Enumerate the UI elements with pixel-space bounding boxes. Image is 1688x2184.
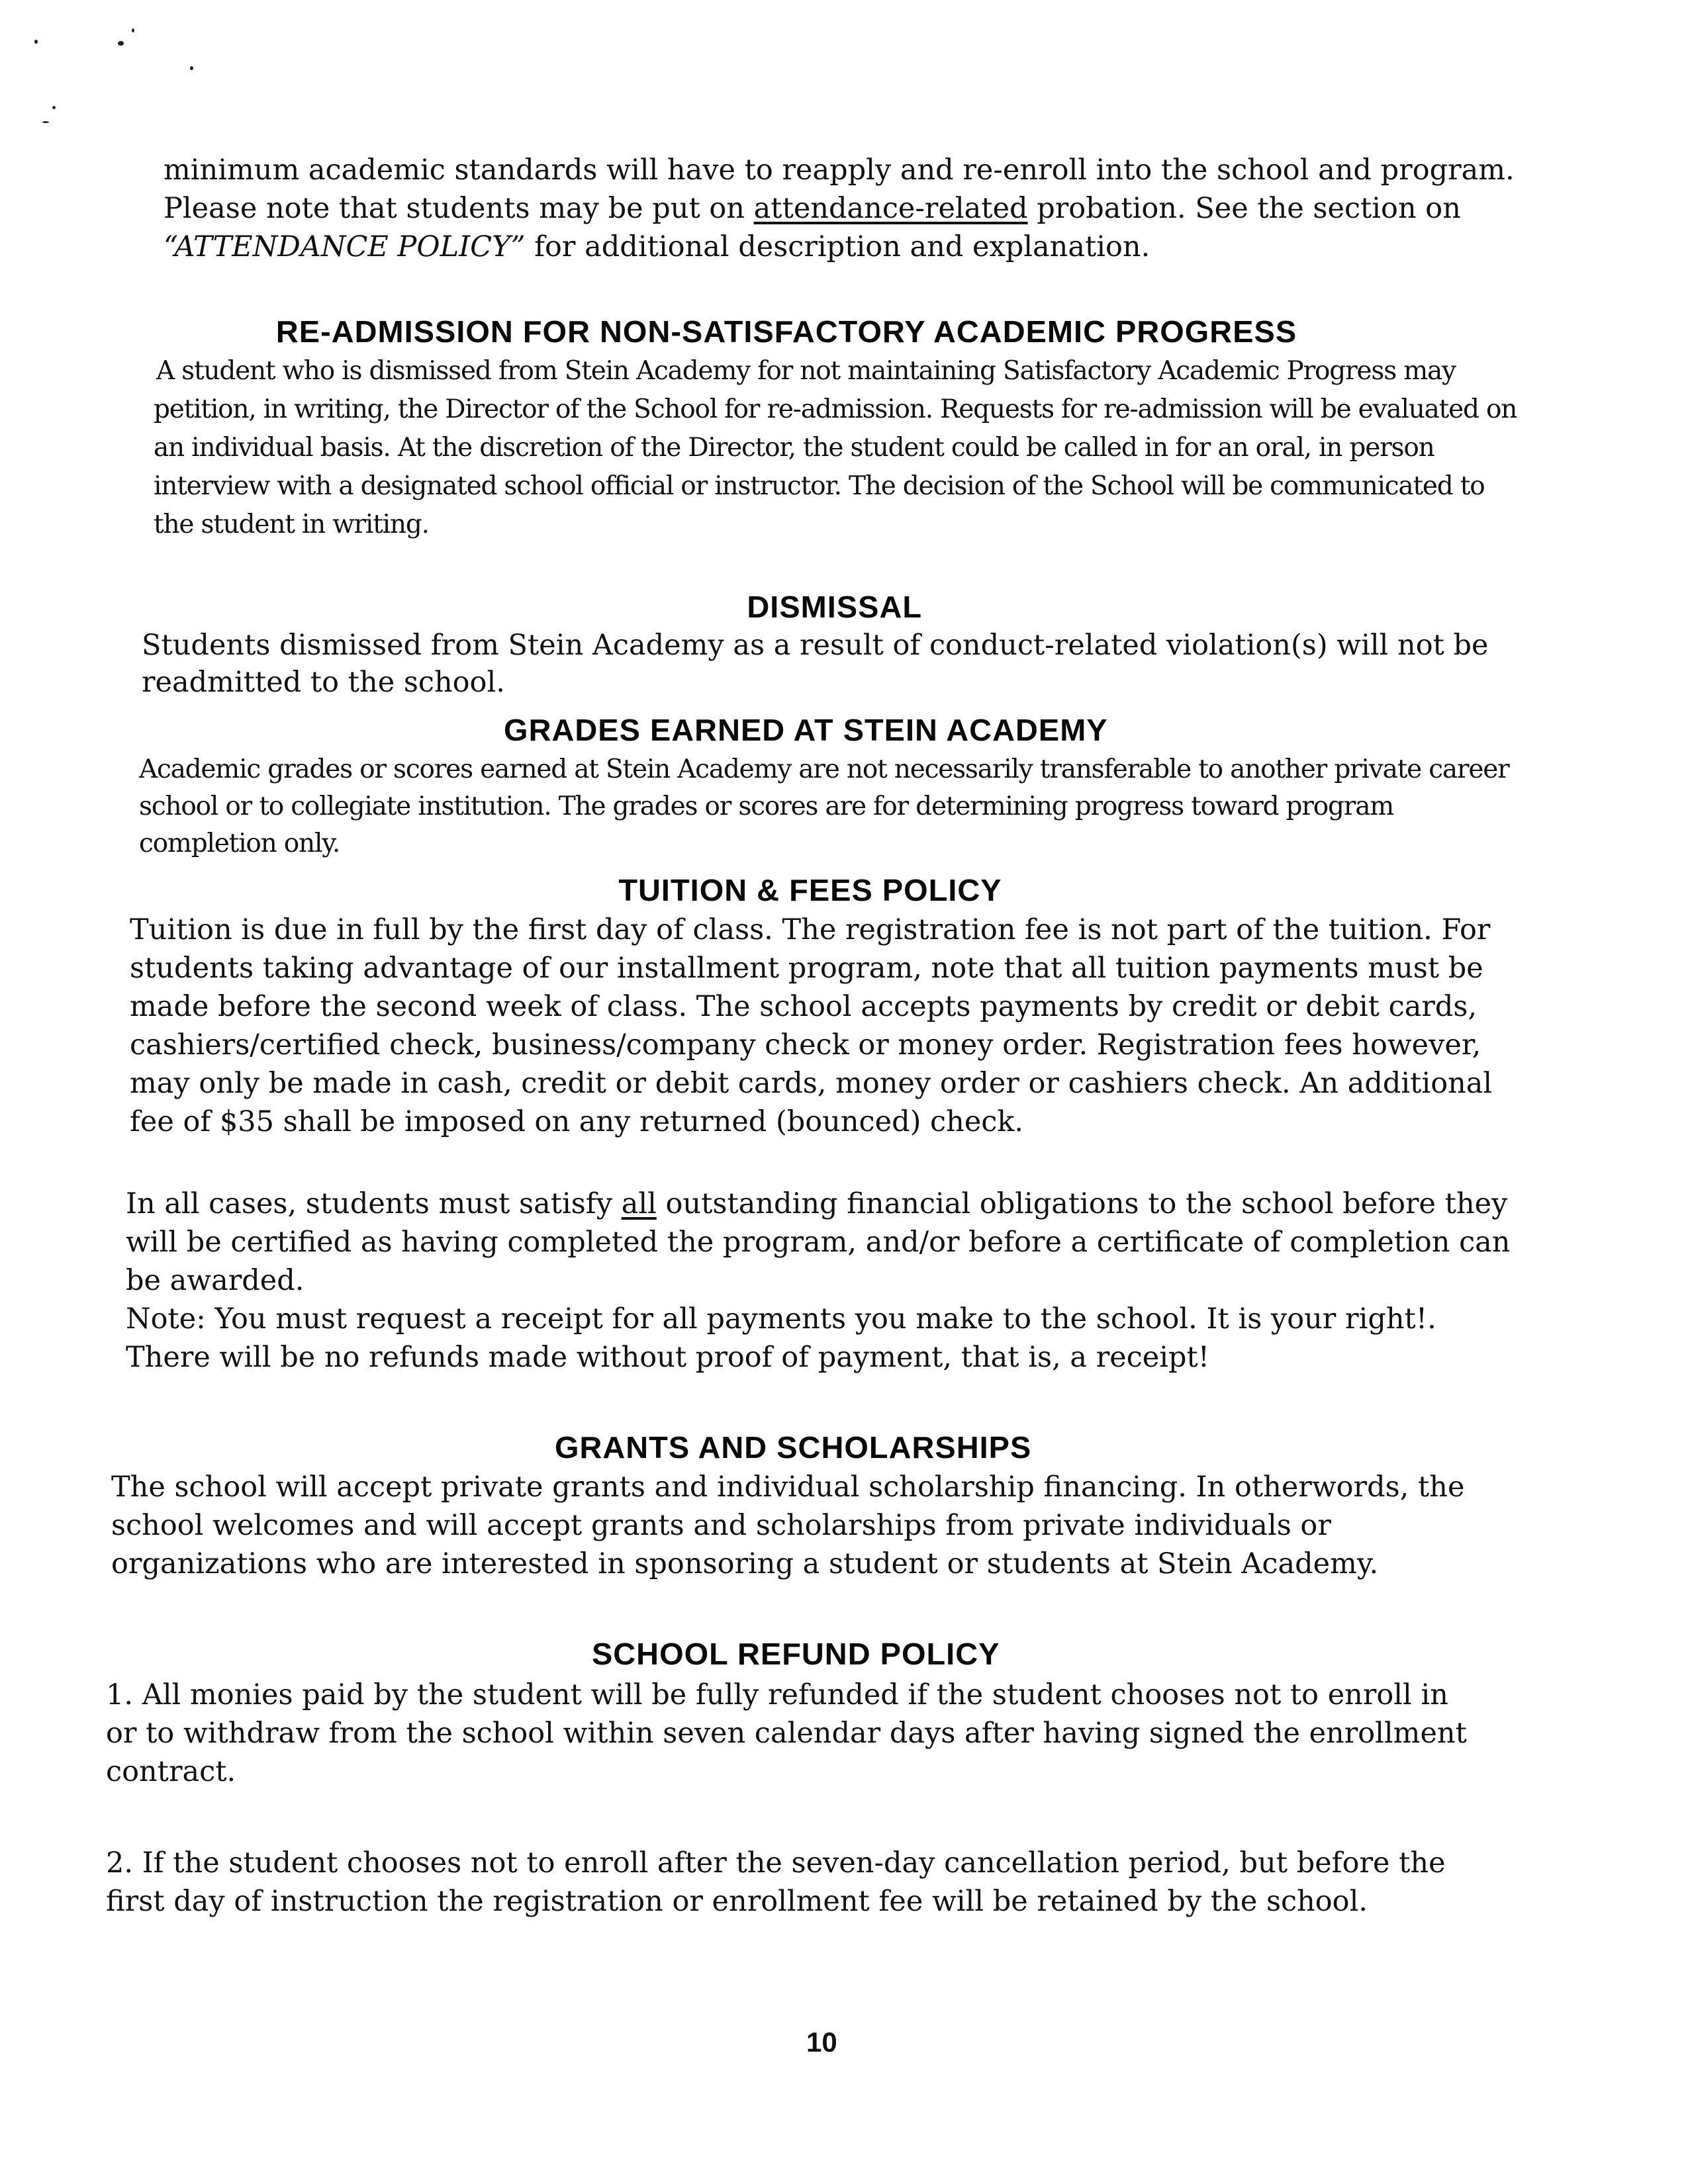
intro-line (164, 192, 1461, 225)
body-line: Students dismissed from Stein Academy as a result of conduct-related violation(s) will not be (142, 629, 1489, 662)
body-line: organizations who are interested in sponsoring a student or students at Stein Academy. (111, 1547, 1379, 1580)
scan-speck (34, 40, 38, 44)
body-text: In all cases, students must satisfy (126, 1187, 622, 1220)
attendance-policy-reference: “ATTENDANCE POLICY” (164, 230, 526, 263)
section-heading-tuition-fees: TUITION & FEES POLICY (618, 873, 1002, 907)
body-line: The school will accept private grants and individual scholarship financing. In otherwords, the (111, 1471, 1465, 1504)
refund-item-line: 1. All monies paid by the student will be fully refunded if the student chooses not to enroll in (106, 1678, 1448, 1711)
body-line: petition, in writing, the Director of the School for re-admission. Requests for re-admission will be evaluated on (154, 394, 1517, 424)
intro-text: for additional description and explanation. (525, 230, 1150, 263)
body-line: interview with a designated school official or instructor. The decision of the School will be communicated to (154, 471, 1485, 501)
body-line: A student who is dismissed from Stein Academy for not maintaining Satisfactory Academic Progress may (156, 356, 1456, 386)
page-number: 10 (806, 2026, 837, 2058)
body-line: readmitted to the school. (142, 666, 505, 699)
refund-item-line: or to withdraw from the school within seven calendar days after having signed the enrollment (106, 1717, 1467, 1750)
section-heading-grades: GRADES EARNED AT STEIN ACADEMY (504, 713, 1108, 747)
section-heading-dismissal: DISMISSAL (747, 590, 923, 624)
refund-item-line: 2. If the student chooses not to enroll after the seven-day cancellation period, but before the (106, 1846, 1446, 1880)
body-line: school welcomes and will accept grants and scholarships from private individuals or (111, 1509, 1331, 1542)
scan-speck (132, 28, 134, 32)
body-line: will be certified as having completed the program, and/or before a certificate of completion can (126, 1226, 1511, 1259)
scan-speck (52, 106, 56, 109)
body-line: may only be made in cash, credit or debit cards, money order or cashiers check. An additional (130, 1067, 1493, 1100)
body-line: cashiers/certified check, business/company check or money order. Registration fees however, (130, 1028, 1481, 1062)
intro-line (164, 230, 1150, 263)
refund-item-line: first day of instruction the registration or enrollment fee will be retained by the school. (106, 1885, 1368, 1918)
attendance-related-emphasis: attendance-related (753, 192, 1028, 225)
section-heading-refund: SCHOOL REFUND POLICY (591, 1637, 1000, 1671)
note-line: There will be no refunds made without proof of payment, that is, a receipt! (126, 1341, 1210, 1374)
body-line: school or to collegiate institution. The grades or scores are for determining progress toward program (139, 792, 1394, 821)
body-line: Tuition is due in full by the first day of class. The registration fee is not part of the tuition. For (130, 913, 1491, 946)
body-line: the student in writing. (154, 510, 429, 539)
body-line: an individual basis. At the discretion of the Director, the student could be called in for an oral, in person (154, 433, 1434, 463)
section-heading-grants: GRANTS AND SCHOLARSHIPS (554, 1430, 1032, 1465)
body-line: students taking advantage of our installment program, note that all tuition payments must be (130, 952, 1483, 985)
scan-speck (42, 121, 49, 123)
scan-speck (190, 66, 193, 70)
refund-item-line: contract. (106, 1755, 236, 1788)
scan-speck (118, 41, 124, 46)
body-line: Academic grades or scores earned at Stein Academy are not necessarily transferable to another private career (139, 754, 1509, 784)
note-line: Note: You must request a receipt for all payments you make to the school. It is your right!. (126, 1302, 1436, 1336)
section-heading-readmission: RE-ADMISSION FOR NON-SATISFACTORY ACADEMIC PROGRESS (275, 314, 1297, 349)
body-line: completion only. (139, 829, 340, 858)
intro-text: probation. See the section on (1027, 192, 1461, 225)
body-text: outstanding financial obligations to the school before they (656, 1187, 1508, 1220)
intro-text: Please note that students may be put on (164, 192, 754, 225)
all-emphasis: all (621, 1187, 657, 1220)
body-line: made before the second week of class. The school accepts payments by credit or debit cards, (130, 990, 1477, 1023)
intro-line: minimum academic standards will have to reapply and re-enroll into the school and program. (164, 154, 1515, 187)
body-line: be awarded. (126, 1264, 305, 1297)
body-line (126, 1187, 1507, 1220)
body-line: fee of $35 shall be imposed on any returned (bounced) check. (130, 1105, 1024, 1138)
